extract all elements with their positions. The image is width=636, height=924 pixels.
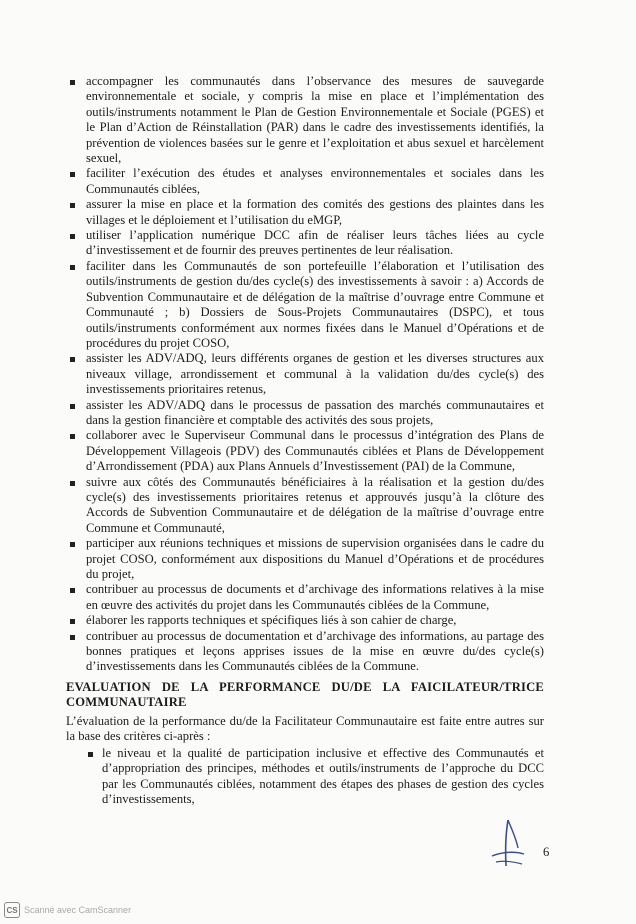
section-heading: EVALUATION DE LA PERFORMANCE DU/DE LA FAICILATEUR/TRICE COMMUNAUTAIRE xyxy=(66,680,544,709)
list-item: suivre aux côtés des Communautés bénéficiaires à la réalisation et la gestion du/des cycle(s) des investissements prioritaires retenus et approuvés jusqu’à la clôture des Accords de Subvention Communautaire et de délégation de la maîtrise d’ouvrage entre Commune et Communauté, xyxy=(66,475,544,537)
list-item: participer aux réunions techniques et missions de supervision organisées dans le cadre du projet COSO, conformément aux dispositions du Manuel d’Opérations et de procédures du projet, xyxy=(66,536,544,582)
list-item: le niveau et la qualité de participation inclusive et effective des Communautés et d’appropriation des principes, méthodes et outils/instruments de l’approche du DCC par les Communautés ciblées, notamment des étapes des phases de gestion des cycles d’investissements, xyxy=(86,746,544,808)
scanner-text: Scanné avec CamScanner xyxy=(24,905,132,915)
criteria-list xyxy=(86,746,544,808)
list-item: assister les ADV/ADQ dans le processus de passation des marchés communautaires et dans la gestion financière et comptable des activités des sous projets, xyxy=(66,398,544,429)
list-item: contribuer au processus de documents et d’archivage des informations relatives à la mise en œuvre des activités du projet dans les Communautés ciblées de la Commune, xyxy=(66,582,544,613)
intro-paragraph: L’évaluation de la performance du/de la Facilitateur Communautaire est faite entre autres sur la base des critères ci-après : xyxy=(66,714,544,744)
list-item: accompagner les communautés dans l’observance des mesures de sauvegarde environnementale et sociale, y compris la mise en place et l’implémentation des outils/instruments notamment le Plan de Gestion Environnementale et Sociale (PGES) et le Plan d’Action de Réinstallation (PAR) dans le cadre des investissements identifiés, la prévention de violences basées sur le genre et l’exploitation et abus sexuel et harcèlement sexuel, xyxy=(66,74,544,166)
camscanner-logo-icon: CS xyxy=(4,902,20,918)
list-item: contribuer au processus de documentation et d’archivage des informations, au partage des bonnes pratiques et leçons apprises issues de la mise en œuvre du/des cycle(s) d’investissements dans les Communautés ciblées de la Commune. xyxy=(66,629,544,675)
list-item: collaborer avec le Superviseur Communal dans le processus d’intégration des Plans de Développement Villageois (PDV) des Communautés ciblées et Plans de Développement d’Arrondissement (PDA) aux Plans Annuels d’Investissement (PAI) de la Commune, xyxy=(66,428,544,474)
list-item: assurer la mise en place et la formation des comités des gestions des plaintes dans les villages et le déploiement et l’utilisation du eMGP, xyxy=(66,197,544,228)
page-number: 6 xyxy=(543,845,550,859)
signature-mark xyxy=(488,818,528,870)
scanner-watermark xyxy=(4,902,131,918)
list-item: utiliser l’application numérique DCC afin de réaliser leurs tâches liées au cycle d’investissement et de fournir des preuves pertinentes de leur réalisation. xyxy=(66,228,544,259)
responsibilities-list xyxy=(66,74,544,675)
list-item: élaborer les rapports techniques et spécifiques liés à son cahier de charge, xyxy=(66,613,544,628)
list-item: faciliter dans les Communautés de son portefeuille l’élaboration et l’utilisation des outils/instruments de gestion du/des cycle(s) des investissements à savoir : a) Accords de Subvention Communautaire et de délégation de la maîtrise d’ouvrage entre Commune et Communauté ; b) Dossiers de Sous-Projets Communautaires (DSPC), et tous outils/instruments conformément aux normes fixées dans le Manuel d’Opérations et de procédures du projet COSO, xyxy=(66,259,544,351)
list-item: assister les ADV/ADQ, leurs différents organes de gestion et les diverses structures aux niveaux village, arrondissement et communal à la validation du/des cycle(s) des investissements prioritaires retenus, xyxy=(66,351,544,397)
list-item: faciliter l’exécution des études et analyses environnementales et sociales dans les Communautés ciblées, xyxy=(66,166,544,197)
